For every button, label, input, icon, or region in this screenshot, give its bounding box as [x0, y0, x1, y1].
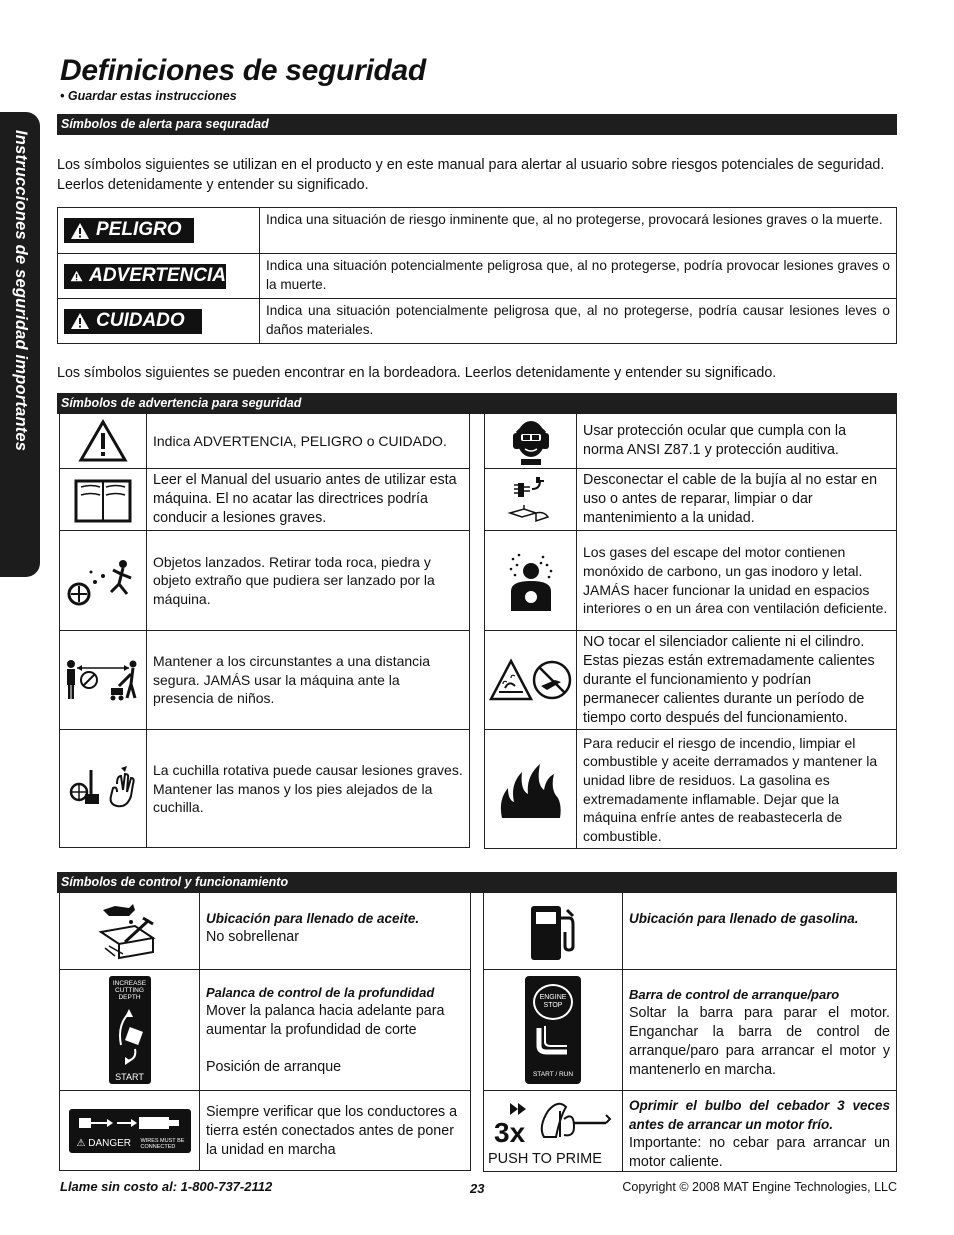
depth-title: Palanca de control de la profundidad: [206, 985, 435, 1000]
bar-title: Barra de control de arranque/paro: [629, 987, 840, 1002]
control-grid-left: [59, 892, 471, 1171]
warning-text: Los gases del escape del motor contienen monóxido de carbono, un gas inodoro y letal. JAMÁS hacer funcionar la unidad en espacios interiores o en un área con ventilación deficiente.: [583, 544, 888, 617]
depth-text: Mover la palanca hacia adelante para aumentar la profundidad de corte: [206, 1003, 445, 1038]
warning-text: Leer el Manual del usuario antes de utilizar esta máquina. El no acatar las directrices podría conducir a lesiones graves.: [153, 472, 457, 526]
section-bar-alert: Símbolos de alerta para sequradad: [57, 114, 897, 135]
engine-stop-label: ENGINE STOP: [533, 984, 573, 1020]
signal-row-peligro: [58, 208, 897, 254]
warning-text: Objetos lanzados. Retirar toda roca, piedra y objeto extraño que pudiera ser lanzado por la máquina.: [153, 553, 435, 607]
warning-row: [60, 730, 469, 848]
warning-grid-left: [59, 414, 470, 848]
alert-intro: Los símbolos siguientes se utilizan en el producto y en este manual para alertar al usuario sobre riesgos potenciales de seguridad. Leerlos detenidamente y entender su significado.: [57, 157, 885, 193]
prime-title: Oprimir el bulbo del cebador 3 veces antes de arrancar un motor frío.: [629, 1098, 890, 1132]
warning-text: Mantener a los circunstantes a una distancia segura. JAMÁS usar la máquina ante la presencia de niños.: [153, 653, 431, 707]
warning-row: [485, 631, 896, 730]
control-text: [200, 970, 470, 1090]
rotating-blade-icon: [60, 730, 147, 848]
warning-text: Desconectar el cable de la bujía al no estar en uso o antes de reparar, limpiar o dar mantenimiento a la unidad.: [583, 472, 878, 526]
manual-book-icon: [60, 469, 147, 530]
start-run-label: START / RUN: [532, 1071, 574, 1078]
warning-row: [485, 531, 896, 631]
page-subtitle: • Guardar estas instrucciones: [60, 89, 237, 103]
signal-label-cuidado: CUIDADO: [64, 309, 202, 334]
control-text: [200, 892, 470, 969]
oil-title: Ubicación para llenado de aceite.: [206, 911, 420, 926]
warning-text: La cuchilla rotativa puede causar lesiones graves. Mantener las manos y los pies alejados de la cuchilla.: [153, 762, 463, 816]
primer-bulb-icon: [484, 1091, 623, 1172]
depth-text-2: Posición de arranque: [206, 1059, 342, 1075]
control-row: [484, 892, 896, 970]
fuel-pump-icon: [484, 892, 623, 969]
warning-text: Usar protección ocular que cumpla con la norma ANSI Z87.1 y protección auditiva.: [583, 423, 847, 458]
thrown-objects-icon: [60, 531, 147, 630]
control-row: [60, 970, 470, 1091]
hot-surface-icon: [485, 631, 577, 729]
control-text: [623, 892, 896, 969]
signal-desc-cuidado: Indica una situación potencialmente peligrosa que, al no protegerse, podría causar lesiones leves o daños materiales.: [260, 299, 897, 344]
section-bar-control: Símbolos de control y funcionamiento: [57, 872, 897, 893]
warning-text: Para reducir el riesgo de incendio, limpiar el combustible y aceite derramados y mantener la unidad libre de residuos. La gasolina es extremadamente inflamable. Dejar que la máquina enfríe antes de reabastecerla de combustible.: [583, 734, 878, 844]
control-row: [60, 892, 470, 970]
fuel-title: Ubicación para llenado de gasolina.: [629, 911, 859, 926]
page-title: Definiciones de seguridad: [60, 54, 426, 87]
control-row: [60, 1091, 470, 1171]
warning-triangle-icon: [70, 312, 90, 330]
footer-phone: Llame sin costo al: 1-800-737-2112: [60, 1179, 273, 1194]
control-text: [623, 1091, 896, 1172]
signal-desc-advertencia: Indica una situación potencialmente peligrosa que, al no protegerse, podría provocar lesiones graves o la muerte.: [260, 254, 897, 299]
depth-icon-top-label: INCREASE CUTTING DEPTH: [112, 980, 147, 1001]
depth-icon-bottom-label: START: [115, 1072, 144, 1082]
side-tab: [0, 112, 40, 577]
spark-plug-icon: [485, 469, 577, 530]
control-row: [484, 1091, 896, 1172]
bar-text: Soltar la barra para parar el motor. Enganchar la barra de control de arranque/paro para arrancar el motor y mantenerlo en marcha.: [629, 1005, 890, 1078]
eye-ear-protection-icon: [485, 414, 577, 468]
oil-fill-icon: [60, 892, 200, 969]
warning-row: [485, 469, 896, 531]
start-stop-bar-icon: [484, 970, 623, 1090]
ground-text: Siempre verificar que los conductores a tierra estén conectados antes de poner la unidad en marcha: [206, 1103, 458, 1158]
prime-count: 3x: [494, 1116, 526, 1148]
warning-triangle-icon: [70, 267, 83, 285]
footer-copyright: Copyright © 2008 MAT Engine Technologies, LLC: [622, 1180, 897, 1194]
warning-row: [60, 414, 469, 469]
fire-icon: [485, 730, 577, 849]
warning-row: [60, 531, 469, 631]
prime-text: Importante: no cebar para arrancar un motor caliente.: [629, 1135, 890, 1170]
ground-icon-label: ⚠ DANGER: [76, 1138, 132, 1149]
signal-row-cuidado: [58, 299, 897, 344]
signal-word-table: [57, 207, 897, 344]
warning-row: [60, 631, 469, 730]
control-grid-right: [483, 892, 897, 1172]
edger-intro: Los símbolos siguientes se pueden encontrar en la bordeadora. Leerlos detenidamente y entender su significado.: [57, 365, 777, 381]
side-tab-label: Instrucciones de seguridad importantes: [12, 130, 30, 452]
depth-lever-icon: [60, 970, 200, 1090]
warning-row: [485, 730, 896, 849]
alert-triangle-icon: [60, 414, 147, 468]
signal-desc-peligro: Indica una situación de riesgo inminente que, al no protegerse, provocará lesiones graves o la muerte.: [260, 208, 897, 254]
warning-grid-right: [484, 414, 897, 849]
ground-wire-icon: [60, 1091, 200, 1171]
page-number: 23: [470, 1181, 485, 1196]
warning-triangle-icon: [70, 222, 90, 240]
ground-icon-small: WIRES MUST BE CONNECTED: [140, 1138, 185, 1150]
control-text: [623, 970, 896, 1090]
exhaust-gas-icon: [485, 531, 577, 630]
signal-row-advertencia: [58, 254, 897, 299]
warning-row: [60, 469, 469, 531]
signal-label-peligro: PELIGRO: [64, 218, 194, 243]
control-row: [484, 970, 896, 1091]
bystander-distance-icon: [60, 631, 147, 729]
warning-text: Indica ADVERTENCIA, PELIGRO o CUIDADO.: [153, 432, 447, 449]
push-to-prime-label: PUSH TO PRIME: [488, 1150, 602, 1167]
section-bar-warning: Símbolos de advertencia para seguridad: [57, 393, 897, 414]
warning-row: [485, 414, 896, 469]
signal-label-advertencia: ADVERTENCIA: [64, 264, 226, 289]
warning-text: NO tocar el silenciador caliente ni el cilindro. Estas piezas están extremadamente calientes durante el funcionamiento y podrían permanecer calientes durante un período de tiempo corto después del funcionamiento.: [583, 633, 875, 726]
oil-text: No sobrellenar: [206, 929, 299, 945]
